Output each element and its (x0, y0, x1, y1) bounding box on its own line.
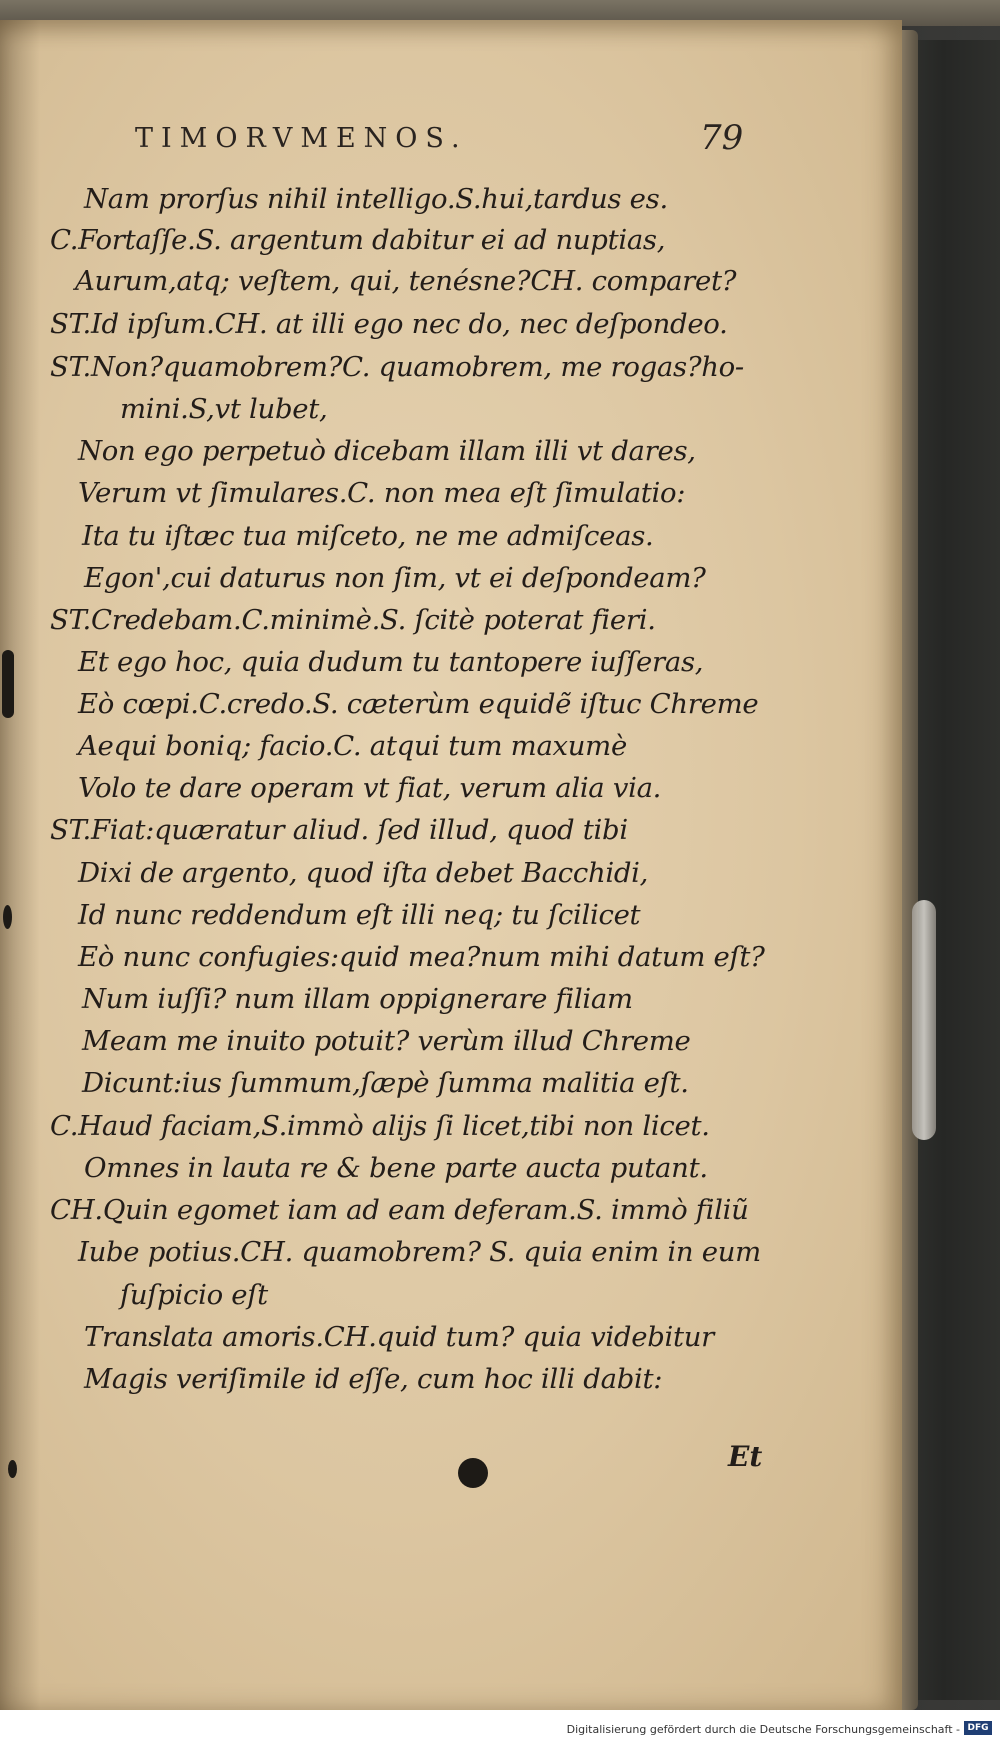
verse-line: Verum vt ſimulares.C. non mea eſt ſimulatio: (78, 477, 686, 509)
verse-line: Non ego perpetuò dicebam illam illi vt dares, (78, 435, 696, 467)
verse-line: CH.Quin egomet iam ad eam deferam.S. immò filiũ (50, 1194, 749, 1226)
verse-line: Volo te dare operam vt fiat, verum alia via. (78, 772, 662, 804)
verse-line: ST.Non?quamobrem?C. quamobrem, me rogas?ho- (50, 351, 744, 383)
verse-line: Aurum,atq; veſtem, qui, tenésne?CH. comparet? (75, 265, 737, 297)
verse-line: Nam prorſus nihil intelligo.S.hui,tardus es. (84, 183, 668, 215)
verse-line: ST.Credebam.C.minimè.S. ſcitè poterat fieri. (50, 604, 656, 636)
verse-line: Iube potius.CH. quamobrem? S. quia enim in eum (78, 1236, 761, 1268)
verse-line: Aequi boniq; facio.C. atqui tum maxumè (78, 730, 627, 762)
verse-line: Dixi de argento, quod iſta debet Bacchidi, (78, 857, 649, 889)
verse-line: ST.Id ipſum.CH. at illi ego nec do, nec deſpondeo. (50, 308, 728, 340)
page-number: 79 (700, 118, 744, 158)
verse-line: Dicunt:ius ſummum,ſæpè ſumma malitia eſt. (82, 1067, 689, 1099)
funding-credit: Digitalisierung gefördert durch die Deutsche Forschungsgemeinschaft - (566, 1723, 960, 1736)
running-head: TIMORVMENOS. (135, 123, 468, 154)
verse-line: Translata amoris.CH.quid tum? quia videbitur (84, 1321, 715, 1353)
verse-line: ST.Fiat:quæratur aliud. ſed illud, quod tibi (50, 814, 628, 846)
verse-line: ſuſpicio eſt (120, 1279, 268, 1311)
verse-line: Eò cœpi.C.credo.S. cæterùm equidẽ iſtuc Chreme (78, 688, 759, 720)
verse-line: Ita tu iſtæc tua miſceto, ne me admiſceas. (82, 520, 654, 552)
verse-line: Meam me inuito potuit? verùm illud Chreme (82, 1025, 691, 1057)
verse-line: mini.S,vt lubet, (120, 393, 328, 425)
verse-line: Magis veriſimile id eſſe, cum hoc illi dabit: (84, 1363, 663, 1395)
verse-line: Omnes in lauta re & bene parte aucta putant. (84, 1152, 708, 1184)
verse-line: C.Haud faciam,S.immò alijs ſi licet,tibi non licet. (50, 1110, 710, 1142)
verse-line: Eò nunc confugies:quid mea?num mihi datum eſt? (78, 941, 765, 973)
book-cover-board (905, 40, 1000, 1700)
verse-line: Num iuſſi? num illam oppignerare filiam (82, 983, 633, 1015)
verse-line: Et ego hoc, quia dudum tu tantopere iuſſeras, (78, 646, 704, 678)
verse-line: Egon',cui daturus non ſim, vt ei deſpondeam? (84, 562, 706, 594)
catchword: Et (728, 1440, 763, 1473)
book-clasp (912, 900, 936, 1140)
verse-line: C.Fortaſſe.S. argentum dabitur ei ad nuptias, (50, 224, 666, 256)
dfg-logo: DFG (964, 1721, 992, 1735)
verse-line: Id nunc reddendum eſt illi neq; tu ſcilicet (78, 899, 641, 931)
